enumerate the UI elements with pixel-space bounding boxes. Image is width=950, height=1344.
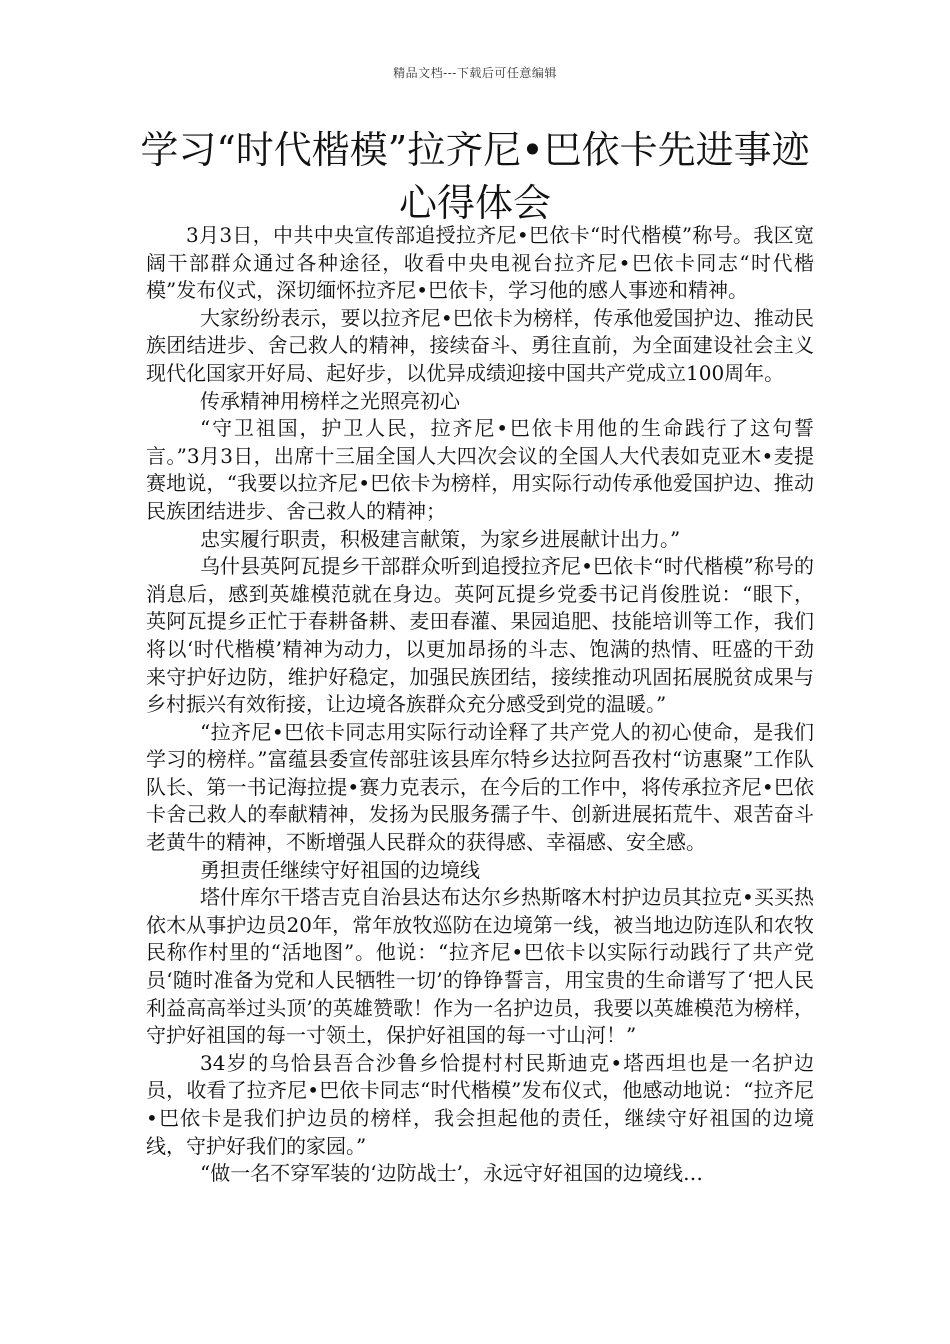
paragraph: 忠实履行职责，积极建言献策，为家乡进展献计出力。” <box>200 526 681 551</box>
document-title: 学习“时代楷模”拉齐尼•巴依卡先进事迹心得体会 <box>140 128 810 225</box>
section-heading: 传承精神用榜样之光照亮初心 <box>200 388 460 413</box>
paragraph: 34岁的乌恰县吾合沙鲁乡恰提村村民斯迪克•塔西坦也是一名护边员，收看了拉齐尼•巴依卡同志“时代楷模”发布仪式，他感动地说：“拉齐尼•巴依卡是我们护边员的榜样，我会担起他的责任，继续守好祖国的边境线，守护好我们的家园。” <box>146 1050 814 1158</box>
paragraph: 3月3日，中共中央宣传部追授拉齐尼•巴依卡“时代楷模”称号。我区宽阔干部群众通过各种途径，收看中央电视台拉齐尼•巴依卡同志“时代楷模”发布仪式，深切缅怀拉齐尼•巴依卡，学习他的感人事迹和精神。 <box>146 223 814 303</box>
paragraph: 大家纷纷表示，要以拉齐尼•巴依卡为榜样，传承他爱国护边、推动民族团结进步、舍己救人的精神，接续奋斗、勇往直前，为全面建设社会主义现代化国家开好局、起好步，以优异成绩迎接中国共产党成立100周年。 <box>146 305 814 385</box>
paragraph: 乌什县英阿瓦提乡干部群众听到追授拉齐尼•巴依卡“时代楷模”称号的消息后，感到英雄模范就在身边。英阿瓦提乡党委书记肖俊胜说：“眼下，英阿瓦提乡正忙于春耕备耕、麦田春灌、果园追肥、技能培训等工作，我们将以‘时代楷模’精神为动力，以更加昂扬的斗志、饱满的热情、旺盛的干劲来守护好边防，维护好稳定，加强民族团结，接续推动巩固拓展脱贫成果与乡村振兴有效衔接，让边境各族群众充分感受到党的温暖。” <box>146 554 814 717</box>
document-body <box>146 222 814 1188</box>
paragraph: “做一名不穿军装的‘边防战士’，永远守好祖国的边境线… <box>200 1161 703 1186</box>
paragraph: “守卫祖国，护卫人民，拉齐尼•巴依卡用他的生命践行了这句誓言。”3月3日，出席十三届全国人大四次会议的全国人大代表如克亚木•麦提赛地说，“我要以拉齐尼•巴依卡为榜样，用实际行动传承他爱国护边、推动民族团结进步、舍己救人的精神； <box>146 416 814 523</box>
section-heading: 勇担责任继续守好祖国的边境线 <box>200 857 480 882</box>
paragraph: “拉齐尼•巴依卡同志用实际行动诠释了共产党人的初心使命，是我们学习的榜样。”富蕴县委宣传部驻该县库尔特乡达拉阿吾孜村“访惠聚”工作队队长、第一书记海拉提•赛力克表示，在今后的工作中，将传承拉齐尼•巴依卡舍己救人的奉献精神，发扬为民服务孺子牛、创新进展拓荒牛、艰苦奋斗老黄牛的精神，不断增强人民群众的获得感、幸福感、安全感。 <box>146 719 814 855</box>
header-note: 精品文档---下载后可任意编辑 <box>393 66 557 80</box>
paragraph: 塔什库尔干塔吉克自治县达布达尔乡热斯喀木村护边员其拉克•买买热依木从事护边员20年，常年放牧巡防在边境第一线，被当地边防连队和农牧民称作村里的“活地图”。他说：“拉齐尼•巴依卡以实际行动践行了共产党员‘随时准备为党和人民牺牲一切’的铮铮誓言，用宝贵的生命谱写了‘把人民利益高高举过头顶’的英雄赞歌！作为一名护边员，我要以英雄模范为榜样，守护好祖国的每一寸领土，保护好祖国的每一寸山河！” <box>146 885 814 1048</box>
